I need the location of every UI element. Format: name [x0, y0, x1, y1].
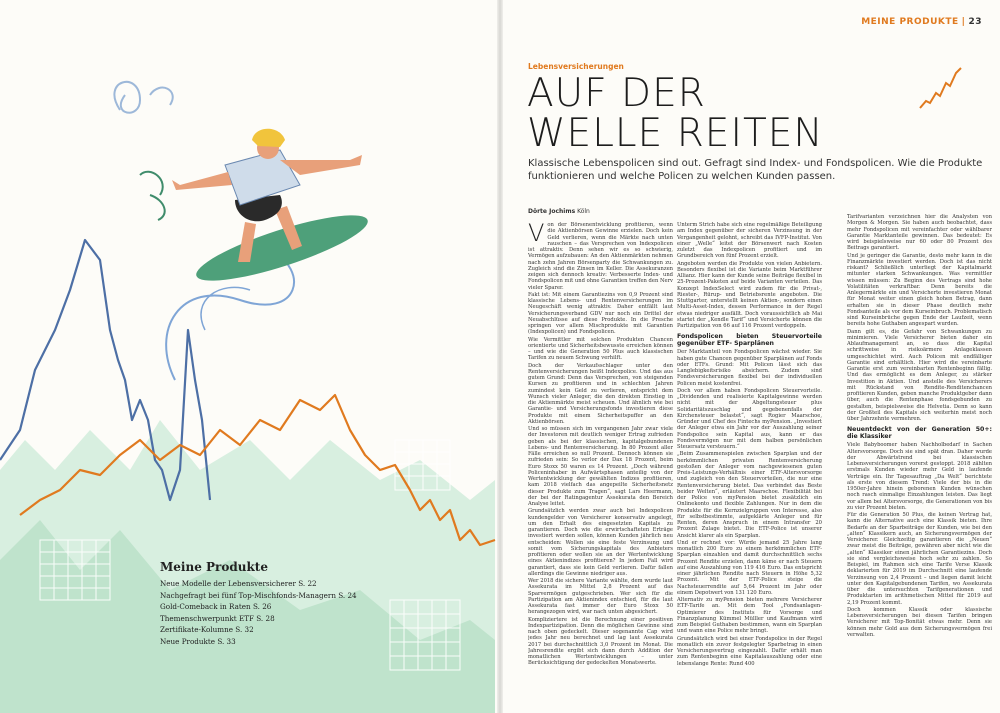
- paragraph: Doch der Verkaufsschlager unter den Rentenversicherungen heißt Indexpolice. Und das aus gutem Grund: Denn das Versprechen, von steigenden Kursen zu profitieren und in schlechten Jahren zumindest kein Geld zu verlieren, entspricht dem Wunsch vieler Anleger, die den direkten Einstieg in die Aktienmärkte meist scheuen. Und ähnlich wie bei Garantie- und Versicherungsfonds investieren diese Produkte mit einem Sicherheitspuffer an den Aktienbörsen.: [528, 362, 673, 425]
- paragraph: Und so müssen sich im vergangenen Jahr zwar viele der Investoren mit deutlich weniger Ertrag zufrieden geben als bei der klassischen, kapitalgebundenen Lebens- und Rentenversicherung. In 80 Prozent aller Fälle erreichen so null Prozent. Dennoch können sie zufrieden sein: So verlor der Dax 18 Prozent, beim Euro Stoxx 50 waren es 14 Prozent. „Doch während Policeninhaber in Aufwärtsphasen anteilig von der Wertentwicklung der gewählten Indizes profitieren, kam 2018 vielfach das angepeilte Sicherheitsnetz dieser Produkte zum Tragen“, sagt Lars Heermann, der bei der Ratingagentur Assekurata den Bereich Analyse leitet.: [528, 426, 673, 507]
- paragraph: Viele Babyboomer haben Nachholbedarf in Sachen Altersvorsorge. Doch sie sind spät dran. Daher wurde der Abwärtstrend bei klassischen Lebensversicherungen vorerst gestoppt. 2018 zählten erstmals Kunden wieder mehr Geld in laufende Verträge ein. Ihr Tagesauftrag „Da Welt“ berichtete als erste von diesem Trend: Viele der bis in die 1950er-Jahre hinein geborenen Kunden wünschen noch rasch einmalige Einzahlungen leisten. Das liegt vor allem bei Altersvorsorge, die Generationen von bis zu vier Prozent bieten.: [847, 442, 992, 511]
- contents-box: [160, 560, 360, 647]
- author-city: Köln: [577, 208, 590, 215]
- section-name: MEINE PRODUKTE: [861, 17, 959, 27]
- mini-chart-icon: [918, 63, 963, 113]
- author-name: Dörte Jochims: [528, 208, 576, 215]
- subheading: Fondspolicen bieten Steuervorteile gegenüber ETF- Sparplänen: [677, 333, 822, 348]
- header-separator: |: [961, 17, 966, 27]
- paragraph: Alternativ zu myPension bieten mehrere Versicherer ETF-Tarife an. Mit dem Tool „Fondsanlagen-Optimierer des Instituts für Vorsorge und Finanzplanung Kümmel Mülller und Kaufmann wird zum Beispiel Guthaben bestimmen, wann ein Sparplan und wann eine Police mehr bringt.: [677, 597, 822, 635]
- article-lead: Klassische Lebenspolicen sind out. Gefragt sind Index- und Fondspolicen. Wie die Produkte funktionieren und welche Policen zu welchen Kunden passen.: [528, 158, 983, 182]
- box-item-4[interactable]: Themenschwerpunkt ETF S. 28: [160, 613, 275, 623]
- title-line-2: WELLE REITEN: [527, 111, 824, 156]
- page-header: [861, 17, 982, 27]
- article-title: [527, 71, 877, 156]
- paragraph: Tarifvarianten verzeichnen hier die Analysten von Morgen & Morgen. Sie haben auch beobachtet, dass mehr Fondspolicen mit vereinfachter oder wählbarer Garantie Marktanteile gewinnen. Das bedeutet: Es wird beispielsweise nur 60 oder 80 Prozent des Beitrags garantiert.: [847, 214, 992, 252]
- paragraph: „Beim Zusammenspielen zwischen Sparplan und der herkömmlichen privaten Rentenversicherung gestoßen der Anleger vom nachgewiesenen guten Preis-Leistungs-Verhältnis einer ETF-Altersvorsorge und zugleich von den Steuervorteilen, die nur eine Rentenversicherung bietet. Das verbindet das Beste beider Welten“, erläutert Maarschoe. Flexibilität bei der Police von myPension bietet zusätzlich ein Onlinekonto und flexible Zahlungen. Nur in dem die Produkte für die Kernzielgruppen von Interesse, also für selbstbestimmte, aufgeklärte Anleger und für Renten, deren Anspruch in einem Intransfer 20 Prozent Zulage bietet. Die ETF-Police ist unserer Ansicht klarer als ein Sparplan.: [677, 451, 822, 539]
- cloud-doodle: [114, 82, 172, 113]
- box-item-2[interactable]: Nachgefragt bei fünf Top-Mischfonds-Managern S. 24: [160, 590, 357, 600]
- paragraph: Angeboten werden die Produkte von vielen Anbietern. Besonders flexibel ist die Variante beim Marktführer Allianz. Hier kann der Kunde seine Beiträge flexibel in 25-Prozent-Paketen auf beide Varianten verteilen. Das Konzept IndexSelect wird zudem für die Privat-, Riester-, Rürup- und Betriebsrente angeboten. Die Stuttgarter, unterstellt keinen Aktien-, sondern einen Multi-Asset-Index, dessen Performance in der Regel etwas niedriger ausfällt. Doch voraussichtlich ab Mai startet der „Kendle Tarif“ und Versicherte können die Partizipation von 66 auf 116 Prozent verdoppeln.: [677, 260, 822, 329]
- paragraph: Der Marktanteil von Fondspolicen wächst wieder. Sie haben gute Chancen gegenüber Sparplänen auf Fonds oder ETFs. Grund: Mit Policen lässt sich das Langlebigkeitsrisiko absichern. Zudem sind Fondsversicherungen flexibel bei der individuellen Policen meist kostenfrei.: [677, 349, 822, 387]
- drop-cap: V: [528, 222, 545, 247]
- paragraph: Fakt ist: Mit einem Garantiezins von 0,9 Prozent sind klassische Lebens- und Rentenversicherungen im Neugeschäft wenig attraktiv. Daher entfällt laut Versicherungsverband GDV nur noch ein Drittel der Neuabschlüsse auf diese Produkte. In die Presche springen vor allem Mischprodukte mit Garantien (Indexpolicen) und Fondspolicen.: [528, 291, 673, 336]
- paragraph: Für die Generation 50 Plus, die keinen Vertrag hat, kann die Alternative auch eine Klassik bieten. Ihre Bedarfe an der Sparbeiträge der Kunden, wie bei den „alten“ Klassikern auch, an Sicherungsvermögen der Versicherer. Gleichzeitig garantieren die „Neuen“ zwar meist die Beiträge, gewähren aber nicht wie die „alten“ Klassiker einen jährlichen Garantiezins. Doch sie sind vergleichsweise hoch sehr zu zahlen. So Beispiel, im Rahmen sich eine Tarife Verse Klassik deklarierten für 2019 im Durchschnitt eine laufende Verzinsung von 2,4 Prozent – und liegen damit leicht unter den Kapitalgebundenen Tarifen, wo Assekurata über die untersuchten Tarifgenerationen und Produktarten im arithmetischen Mittel für 2019 auf 2,19 Prozent kommt.: [847, 512, 992, 606]
- article-kicker: Lebensversicherungen: [528, 62, 624, 71]
- paragraph: Kompliziertere ist die Berechnung einer positiven Indexpartizipation. Denn die möglichen Gewinne sind nach oben gedeckelt. Dieser sogenannte Cap wird jedes Jahr neu berechnet und lag laut Assekurata 2017 bei durchschnittlich 3,0 Prozent im Monat. Die Jahresrendite ergibt sich dann durch Addition der monatlichen Wertentwicklungen – unter Berücksichtigung der gedeckelten Monatswerte.: [528, 616, 673, 667]
- article-column-3: [847, 214, 992, 702]
- paragraph: Und er rechnet vor: Würde jemand 25 Jahre lang monatlich 200 Euro zu einem herkömmlichen ETF-Sparplan einzahlen und damit durchschnittlich sechs Prozent Rendite erzielen, dann käme er nach Steuern auf eine Auszahlung von 119 416 Euro. Das entspricht einer jährlichen Rendite nach Steuern in Höhe 5,32 Prozent. Mit der ETF-Police steige die Nachsteuerrendite auf 5,64 Prozent im Jahr oder einem Depotwert von 131 120 Euro.: [677, 539, 822, 596]
- article-column-1: [528, 222, 673, 710]
- box-item-3[interactable]: Gold-Comeback in Raten S. 26: [160, 602, 272, 611]
- subheading: Neuentdeckt von der Generation 50+: die Klassiker: [847, 426, 992, 441]
- paragraph: Dann gilt es, die Gefahr von Schwankungen zu minimieren. Viele Versicherer bieten daher ein Ablaufmanagement an, so dass die Kapital schrittweise in risikoärmere Anlageklassen umgeschichtet wird. Auch Policen mit endfälliger Garantie sind erhältlich. Hier wird die vereinbarte Garantie erst zum vereinbarten Rentenbeginn fällig. Und das ermöglicht es dem Anleger, zu stärker Investition in Aktien. Und anstelle des Versicherers mit Rückstand von Rendite-Renditenchancen profitieren Kunden, geben manche Produktgeber dann über, auch die Rentenphase fondsgebunden zu gestalten, beispielsweise die Helvetia. Denn so kann der Großteil des Kapitals sich weiterhin meist noch über Jahrzehnte vermehren.: [847, 328, 992, 422]
- paragraph: Doch vor allem haben Fondspolicen Steuervorteile. „Dividenden und realisierte Kapitalgewinne werden nicht mit der Abgeltungsteuer plus Solidaritätszuschlag und gegebenenfalls der Kirchensteuer belastet“, sagt Rogier Maarschoe, Gründer und Chef des Fintechs myPension. „Investiert der Anleger etwa ein Jahr vor der Auszahlung seiner Fondspolice sein Kapital aus, kann er das Fondsvermögen nur mit dem halben persönlichen Steuersatz versteuern.“: [677, 387, 822, 450]
- paragraph: Doch kommen Klassik oder klassische Lebensversicherungen bei diesen Tarifen bringen Versicherer mit Top-Bonität etwas mehr. Denn sie können mehr Gold aus dem Sicherungsvermögen frei verwalten.: [847, 606, 992, 638]
- box-title: Meine Produkte: [160, 560, 268, 574]
- title-line-1: AUF DER: [527, 71, 706, 116]
- paragraph: on der Börsenentwicklung profitieren, wenn die Aktienbörsen Gewinne erzielen. Doch kein Geld verlieren, wenn die Märkte nach unten rauschen – das Versprechen von Indexpolicen ist attraktiv. Denn sehen wir es so schwierig, Vermögen aufzubauen: An den Aktienmärkten nehmen nach zehn Jahren Börsenparty die Schwankungen zu. Zugleich sind die Zinsen im Keller. Die Assekuranzen zeigen sich dennoch kreativ: Verbesserte Index- und Fondspolicen mit und ohne Garantien treffen den Nerv vieler Sparer.: [528, 222, 673, 291]
- paragraph: Grundsätzlich wird bei einer Fondspolice in der Regel monatlich ein zuvor festgelegter Sparbetrag in einen Versicherungsvertrag eingezahlt. Dafür erhält man zum Rentenbeginn eine Kapitalauszahlung oder eine lebenslange Rente: Rund 400: [677, 635, 822, 667]
- paragraph: Wer 2018 die sichere Variante wählte, dem wurde laut Assekurata im Mittel 2,8 Prozent auf das Sparvermögen gutgeschrieben. Wer sich für die Partizipation am Aktienindex entschied, für die laut Assekurata fast immer der Euro Stoxx 50 herangezogen wird, war nach unten abgesichert.: [528, 578, 673, 616]
- article-column-2: [677, 222, 822, 710]
- box-item-5[interactable]: Zertifikate-Kolumne S. 32: [160, 625, 254, 634]
- paragraph: Wie Vermittler mit solchen Produkten Chancen orientierte und Sicherheitsbewusste erreichen können – und wie die Generation 50 Plus auch klassischen Tarifen zu neuem Schwung verhilft.: [528, 336, 673, 362]
- paragraph: Und je geringer die Garantie, desto mehr kann in die Finanzmärkte investiert werden. Doch ist das nicht riskant? Schließlich unterliegt der Kapitalmarkt mitunter starken Schwankungen. Was vermittler wissen müssen: Zu Beginn des Vertrags sind hohe Volatilitäten verkraftbar. Denn bereits die Anlegermärkte ein und Versicherte investieren Monat für Monat weiter einen gleich hohen Betrag, dann erhalten sie in dieser Phase deutlich mehr Fondsanteile als vor dem Kurseinbruch. Problematisch sind Kurseinbrüche gegen Ende der Laufzeit, wenn bereits hohe Guthaben angespart wurden.: [847, 252, 992, 328]
- box-item-6[interactable]: Neue Produkte S. 33: [160, 636, 236, 646]
- page-number: 23: [968, 17, 982, 27]
- leaf-doodle: [140, 172, 165, 220]
- author-line: [528, 208, 590, 215]
- paragraph: Grundsätzlich werden zwar auch bei Indexpolicen kundengelder von Versicherer konservativ angelegt, um den Erhalt des eingesetzten Kapitals zu garantieren. Doch wie die erwirtschafteten Erträge investiert werden sollen, können Kunden jährlich neu entscheiden: Wollen sie eine feste Verzinsung und somit vom Sicherungskapitals des Anbieters profitieren oder wollen sie an der Wertentwicklung eines Aktienindizes profitieren? In jedem Fall wird garantiert, dass sie kein Geld verlieren. Dafür fallen allerdings die Gewinne niedriger aus.: [528, 508, 673, 577]
- box-item-1[interactable]: Neue Modelle der Lebensversicherer S. 22: [160, 579, 317, 588]
- paragraph: Unterm Strich habe sich eine regelmäßige Beteiligung am Index gegenüber der sicheren Verzinsung in der Vergangenheit gelohnt, schreibt das IVFP-Institut. Von einer „Welle“ leitet der Börsenwert nach Kosten zuletzt das Indexpolicen profitiert und im Grundbereich von fünf Prozent erzielt.: [677, 222, 822, 260]
- page-gutter: [497, 0, 503, 713]
